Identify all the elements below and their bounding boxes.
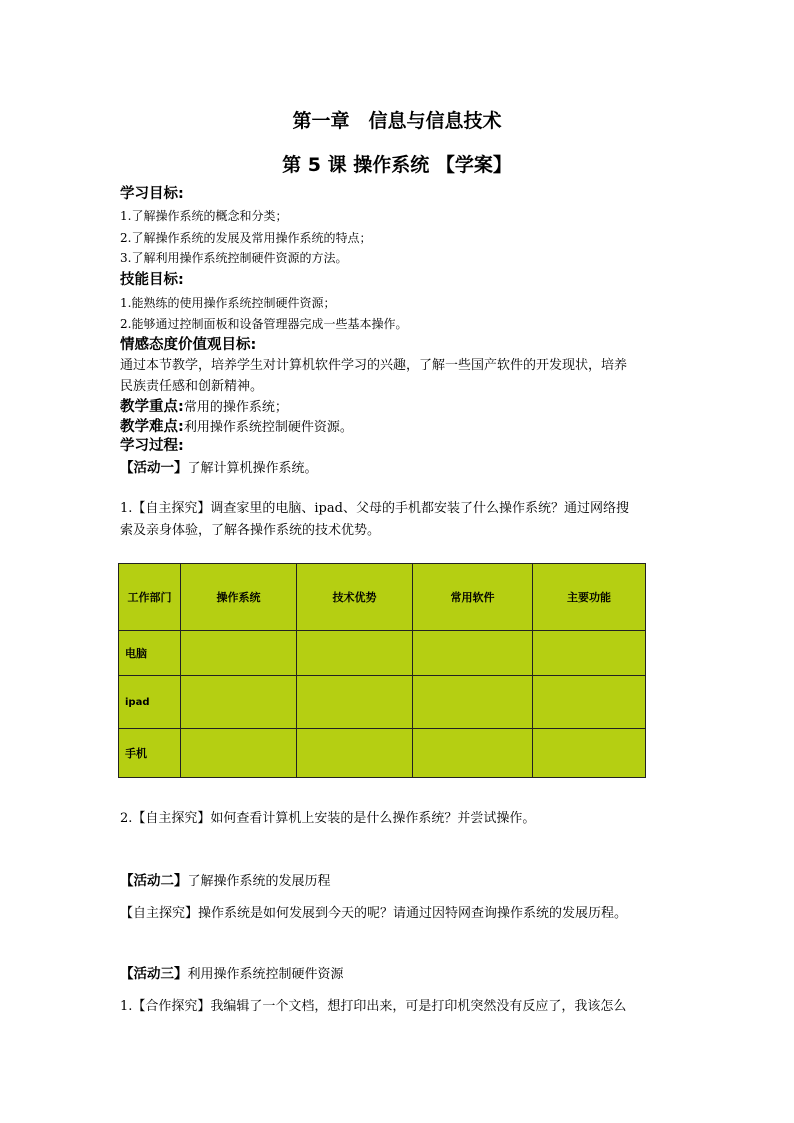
activity-three-text: 利用操作系统控制硬件资源 [187, 967, 344, 982]
table-header-cell: 操作系统 [181, 564, 297, 631]
table-cell[interactable] [297, 729, 413, 778]
table-cell[interactable] [297, 676, 413, 729]
activity-two-label: 【活动二】 [120, 873, 188, 889]
table-cell[interactable] [533, 631, 646, 676]
learning-objective-item: 3.了解利用操作系统控制硬件资源的方法。 [120, 251, 348, 265]
table-row-label: ipad [119, 676, 181, 729]
emotion-objectives-heading: 情感态度价值观目标: [120, 337, 257, 353]
activity-three-task: 1.【合作探究】我编辑了一个文档，想打印出来，可是打印机突然没有反应了，我该怎么 [120, 999, 627, 1014]
activity-one-task-line: 索及亲身体验，了解各操作系统的技术优势。 [120, 523, 381, 538]
table-row-label: 手机 [119, 729, 181, 778]
activity-one [120, 456, 318, 476]
lesson-title: 第 5 课 操作系统 【学案】 [282, 154, 512, 176]
table-header-row [119, 564, 646, 631]
activity-one-label: 【活动一】 [120, 460, 188, 476]
table-header-cell: 技术优势 [297, 564, 413, 631]
skill-objectives-heading: 技能目标: [120, 272, 184, 288]
key-point-label: 教学重点: [120, 399, 184, 415]
difficulty-label: 教学难点: [120, 419, 184, 435]
table-cell[interactable] [413, 729, 533, 778]
activity-one-task-line: 1.【自主探究】调查家里的电脑、ipad、父母的手机都安装了什么操作系统？通过网络搜 [120, 501, 629, 516]
learning-objectives-heading: 学习目标: [120, 186, 184, 202]
table-header-cell: 工作部门 [119, 564, 181, 631]
learning-objective-item: 1.了解操作系统的概念和分类； [120, 209, 288, 223]
activity-one-task-two: 2.【自主探究】如何查看计算机上安装的是什么操作系统？并尝试操作。 [120, 811, 536, 826]
table-cell[interactable] [533, 729, 646, 778]
table-cell[interactable] [533, 676, 646, 729]
activity-two-task: 【自主探究】操作系统是如何发展到今天的呢？请通过因特网查询操作系统的发展历程。 [120, 906, 628, 921]
learning-objective-item: 2.了解操作系统的发展及常用操作系统的特点； [120, 231, 372, 245]
table-header-cell: 常用软件 [413, 564, 533, 631]
process-heading: 学习过程: [120, 438, 184, 454]
table-cell[interactable] [297, 631, 413, 676]
activity-one-text: 了解计算机操作系统。 [187, 461, 318, 476]
os-survey-table [118, 563, 646, 778]
table-cell[interactable] [181, 631, 297, 676]
table-cell[interactable] [181, 729, 297, 778]
key-point [120, 395, 288, 416]
activity-three [120, 962, 344, 982]
key-point-text: 常用的操作系统； [183, 400, 288, 415]
table-row [119, 676, 646, 729]
table-cell[interactable] [181, 676, 297, 729]
table-cell[interactable] [413, 631, 533, 676]
skill-objective-item: 2.能够通过控制面板和设备管理器完成一些基本操作。 [120, 317, 408, 331]
difficulty [120, 415, 353, 436]
activity-three-label: 【活动三】 [120, 966, 188, 982]
emotion-objective-line: 通过本节教学，培养学生对计算机软件学习的兴趣，了解一些国产软件的开发现状，培养 [120, 358, 628, 373]
table-row-label: 电脑 [119, 631, 181, 676]
table-row [119, 729, 646, 778]
skill-objective-item: 1.能熟练的使用操作系统控制硬件资源； [120, 296, 336, 310]
table-cell[interactable] [413, 676, 533, 729]
table-header-cell: 主要功能 [533, 564, 646, 631]
emotion-objective-line: 民族责任感和创新精神。 [120, 379, 264, 394]
difficulty-text: 利用操作系统控制硬件资源。 [183, 420, 353, 435]
activity-two-text: 了解操作系统的发展历程 [187, 874, 331, 889]
chapter-title: 第一章 信息与信息技术 [292, 110, 502, 132]
table-row [119, 631, 646, 676]
activity-two [120, 869, 331, 889]
